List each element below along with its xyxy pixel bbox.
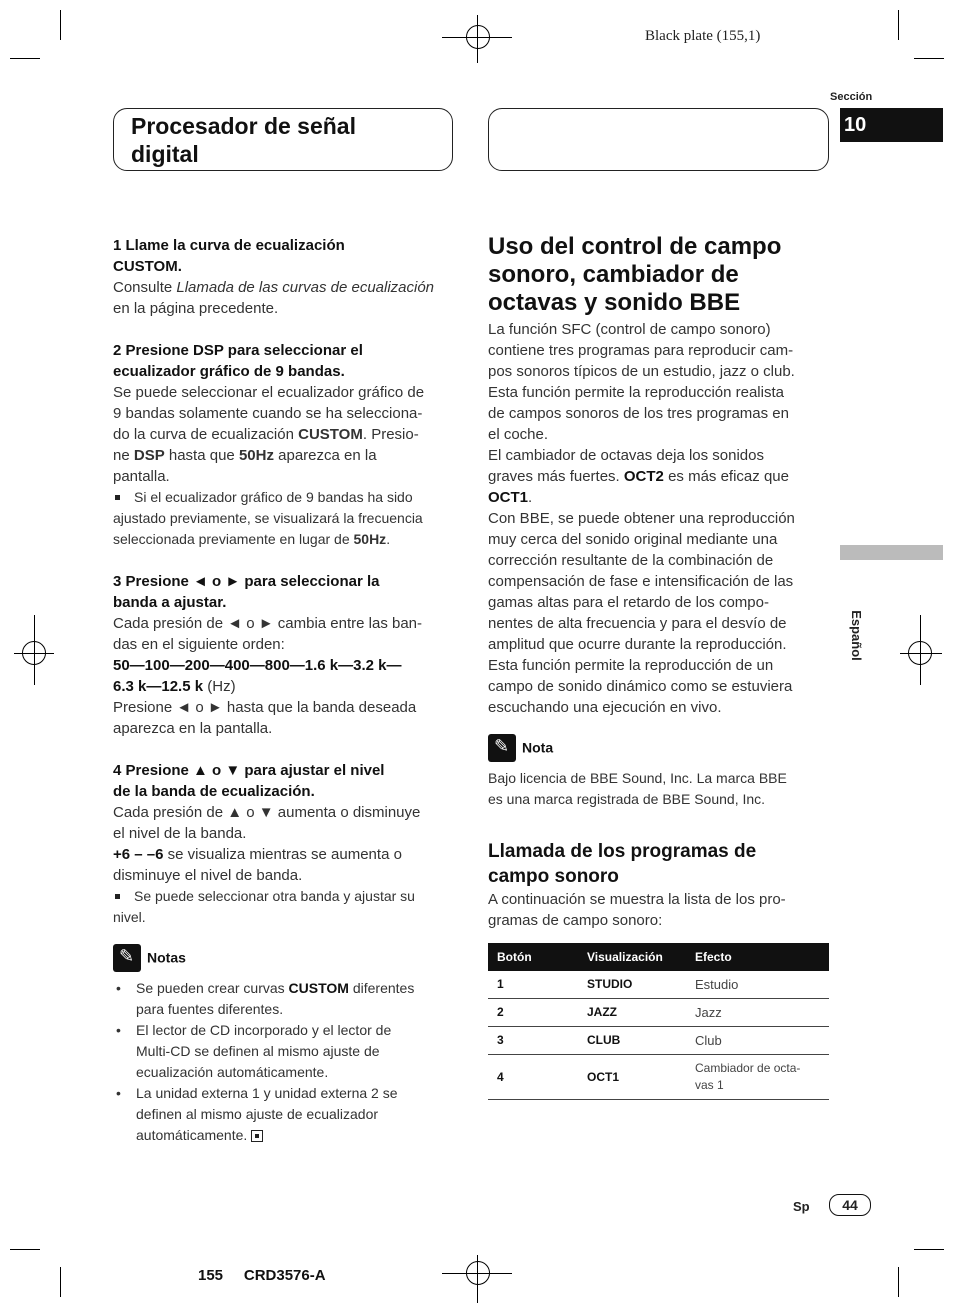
registration-line xyxy=(900,653,942,654)
bullet xyxy=(115,894,120,899)
language-code: Sp xyxy=(793,1199,810,1214)
crop-mark xyxy=(914,1249,944,1250)
crop-mark xyxy=(10,58,40,59)
crop-mark xyxy=(898,10,899,40)
notas-list xyxy=(113,978,458,1146)
table-cell: 1 xyxy=(488,971,578,999)
sub-text: A continuación se muestra la lista de los pro- xyxy=(488,891,786,908)
band-sequence xyxy=(113,676,458,697)
step2-text: pantalla. xyxy=(113,468,170,485)
registration-line xyxy=(34,615,35,685)
paragraph-line: Con BBE, se puede obtener una reproducción xyxy=(488,510,795,527)
paragraph-line: campo de sonido dinámico como se estuviera xyxy=(488,678,793,695)
text: Cambiador de octa- xyxy=(695,1061,801,1075)
table-cell: 3 xyxy=(488,1027,578,1055)
note-icon xyxy=(113,944,141,972)
step3-text: aparezca en la pantalla. xyxy=(113,720,273,737)
text: El lector de CD incorporado y el lector de xyxy=(136,1022,392,1038)
paragraph-line: gamas altas para el retardo de los compo- xyxy=(488,594,769,611)
text: es más eficaz que xyxy=(663,468,789,485)
paragraph-line: el coche. xyxy=(488,426,549,443)
table-row xyxy=(488,1027,829,1055)
table-cell: 4 xyxy=(488,1055,578,1100)
end-mark-icon xyxy=(251,1130,263,1142)
step2-note: ajustado previamente, se visualizará la frecuencia xyxy=(113,510,423,526)
paragraph-line: contiene tres programas para reproducir cam- xyxy=(488,342,794,359)
text: . xyxy=(528,489,533,506)
crop-mark xyxy=(898,1267,899,1297)
step1-heading: 1 Llame la curva de ecualización xyxy=(113,237,345,254)
step3-heading: banda a ajustar. xyxy=(113,594,227,611)
nota-text: Bajo licencia de BBE Sound, Inc. La marca BBE xyxy=(488,770,787,786)
section-number: 10 xyxy=(840,108,943,142)
language-label: Español xyxy=(848,610,864,661)
sub-text: gramas de campo sonoro: xyxy=(488,912,663,929)
table-row xyxy=(488,1055,829,1100)
paragraph-line: corrección resultante de la combinación de xyxy=(488,552,774,569)
link-ref: Llamada de las curvas de ecualización xyxy=(176,279,435,296)
text: OCT2 xyxy=(623,468,664,485)
paragraph-line: escuchando una ejecución en vivo. xyxy=(488,699,722,716)
plate-label: Black plate (155,1) xyxy=(645,28,761,44)
language-tab xyxy=(840,545,943,560)
step2-heading: 2 Presione DSP para seleccionar el xyxy=(113,342,363,359)
table-row xyxy=(488,999,829,1027)
registration-line xyxy=(477,15,478,63)
text: Se pueden crear curvas xyxy=(136,980,289,996)
paragraph-line: de campos sonoros de los tres programas en xyxy=(488,405,789,422)
section-heading: Uso del control de campo xyxy=(488,233,782,260)
list-item xyxy=(113,978,458,1020)
step4-note: nivel. xyxy=(113,909,146,925)
bullet xyxy=(115,495,120,500)
paragraph-line: amplitud que ocurre durante la reproducción. xyxy=(488,636,787,653)
step3-text: Presione ◄ o ► hasta que la banda deseada xyxy=(113,699,417,716)
paragraph-line xyxy=(488,487,833,508)
step4-text: disminuye el nivel de banda. xyxy=(113,867,303,884)
band-sequence: 50—100—200—400—800—1.6 k—3.2 k— xyxy=(113,657,402,674)
step2-note xyxy=(113,529,458,550)
step2-note xyxy=(113,487,458,508)
table-cell xyxy=(686,1055,829,1100)
registration-line xyxy=(477,1255,478,1303)
crop-mark xyxy=(10,1249,40,1250)
section-label: Sección xyxy=(830,91,873,103)
text: Se puede seleccionar otra banda y ajustar su xyxy=(134,888,415,904)
step4-text: Cada presión de ▲ o ▼ aumenta o disminuye xyxy=(113,804,421,821)
text: OCT1 xyxy=(488,489,529,506)
step2-text: 9 bandas solamente cuando se ha selecciona- xyxy=(113,405,423,422)
table-header: Efecto xyxy=(686,943,829,971)
text: definen al mismo ajuste de ecualizador xyxy=(136,1106,379,1122)
table-cell: Club xyxy=(686,1027,829,1055)
text: CRD3576-A xyxy=(243,1267,326,1284)
paragraph-line xyxy=(488,466,833,487)
text: Si el ecualizador gráfico de 9 bandas ha sido xyxy=(134,489,413,505)
crop-mark xyxy=(914,58,944,59)
page-title-line: Procesador de señal xyxy=(131,113,356,139)
sub-heading: Llamada de los programas de xyxy=(488,841,757,862)
paragraph-line: muy cerca del sonido original mediante una xyxy=(488,531,778,548)
paragraph-line: Esta función permite la reproducción de un xyxy=(488,657,774,674)
step4-text: el nivel de la banda. xyxy=(113,825,247,842)
list-item xyxy=(113,1020,458,1083)
left-column xyxy=(113,235,458,1146)
text: do la curva de ecualización xyxy=(113,426,299,443)
crop-mark xyxy=(60,1267,61,1297)
text: hasta que xyxy=(164,447,239,464)
table-cell: Jazz xyxy=(686,999,829,1027)
text: aparezca en la xyxy=(273,447,377,464)
step1-heading: CUSTOM. xyxy=(113,258,182,275)
text: 155 xyxy=(198,1267,224,1284)
step4-note xyxy=(113,886,458,907)
table-header-row xyxy=(488,943,829,971)
text: +6 – –6 xyxy=(113,846,164,863)
nota-text: es una marca registrada de BBE Sound, Inc. xyxy=(488,791,766,807)
step1-text xyxy=(113,277,458,298)
step1-text: en la página precedente. xyxy=(113,300,279,317)
table-cell: JAZZ xyxy=(578,999,686,1027)
paragraph-line: nentes de alta frecuencia y para el desvío de xyxy=(488,615,787,632)
table-row xyxy=(488,971,829,999)
list-item xyxy=(113,1083,458,1146)
text: (Hz) xyxy=(203,678,236,695)
text: 6.3 k—12.5 k xyxy=(113,678,204,695)
nota-header xyxy=(488,734,833,762)
step2-text xyxy=(113,424,458,445)
page-title-line: digital xyxy=(131,141,199,167)
step2-heading: ecualizador gráfico de 9 bandas. xyxy=(113,363,345,380)
text: 50Hz xyxy=(353,531,387,547)
paragraph-line: El cambiador de octavas deja los sonidos xyxy=(488,447,764,464)
table-cell: 2 xyxy=(488,999,578,1027)
table-cell: Estudio xyxy=(686,971,829,999)
empty-header-box xyxy=(488,108,829,171)
text: La unidad externa 1 y unidad externa 2 se xyxy=(136,1085,398,1101)
page-title-box xyxy=(113,108,453,171)
section-heading: sonoro, cambiador de xyxy=(488,261,739,288)
paragraph-line: Esta función permite la reproducción realista xyxy=(488,384,784,401)
table-cell: CLUB xyxy=(578,1027,686,1055)
notas-label: Notas xyxy=(147,949,186,966)
section-heading: octavas y sonido BBE xyxy=(488,289,741,316)
text: . Presio- xyxy=(362,426,419,443)
registration-line xyxy=(920,615,921,685)
text: vas 1 xyxy=(695,1078,724,1092)
table-cell: OCT1 xyxy=(578,1055,686,1100)
text: CUSTOM xyxy=(298,426,363,443)
crop-mark xyxy=(60,10,61,40)
text: 50Hz xyxy=(238,447,274,464)
paragraph-line: pos sonoros típicos de un estudio, jazz o club. xyxy=(488,363,795,380)
right-column xyxy=(488,233,833,1100)
text: seleccionada previamente en lugar de xyxy=(113,531,354,547)
text: DSP xyxy=(133,447,165,464)
page-number: 44 xyxy=(829,1194,871,1216)
text: se visualiza mientras se aumenta o xyxy=(163,846,402,863)
step4-text xyxy=(113,844,458,865)
text: ne xyxy=(113,447,134,464)
step4-heading: 4 Presione ▲ o ▼ para ajustar el nivel xyxy=(113,762,385,779)
nota-label: Nota xyxy=(522,739,554,756)
text: ecualización automáticamente. xyxy=(136,1064,329,1080)
note-icon xyxy=(488,734,516,762)
step2-text: Se puede seleccionar el ecualizador gráfico de xyxy=(113,384,425,401)
notas-header xyxy=(113,944,458,972)
text: automáticamente. xyxy=(136,1127,248,1143)
paragraph-line: La función SFC (control de campo sonoro) xyxy=(488,321,771,338)
step3-text: das en el siguiente orden: xyxy=(113,636,285,653)
paragraph-line: compensación de fase e intensificación de las xyxy=(488,573,794,590)
language-label-wrap xyxy=(846,610,876,670)
text: Consulte xyxy=(113,279,177,296)
sub-heading: campo sonoro xyxy=(488,866,619,887)
step2-text xyxy=(113,445,458,466)
text: graves más fuertes. xyxy=(488,468,624,485)
text: . xyxy=(386,531,391,547)
text: CUSTOM xyxy=(288,980,349,996)
table-header: Botón xyxy=(488,943,578,971)
text: diferentes xyxy=(348,980,415,996)
step4-heading: de la banda de ecualización. xyxy=(113,783,315,800)
text: Multi-CD se definen al mismo ajuste de xyxy=(136,1043,380,1059)
text: para fuentes diferentes. xyxy=(136,1001,284,1017)
programs-table xyxy=(488,943,829,1100)
print-code xyxy=(198,1267,326,1284)
step3-text: Cada presión de ◄ o ► cambia entre las ban- xyxy=(113,615,423,632)
table-cell: STUDIO xyxy=(578,971,686,999)
step3-heading: 3 Presione ◄ o ► para seleccionar la xyxy=(113,573,380,590)
table-header: Visualización xyxy=(578,943,686,971)
